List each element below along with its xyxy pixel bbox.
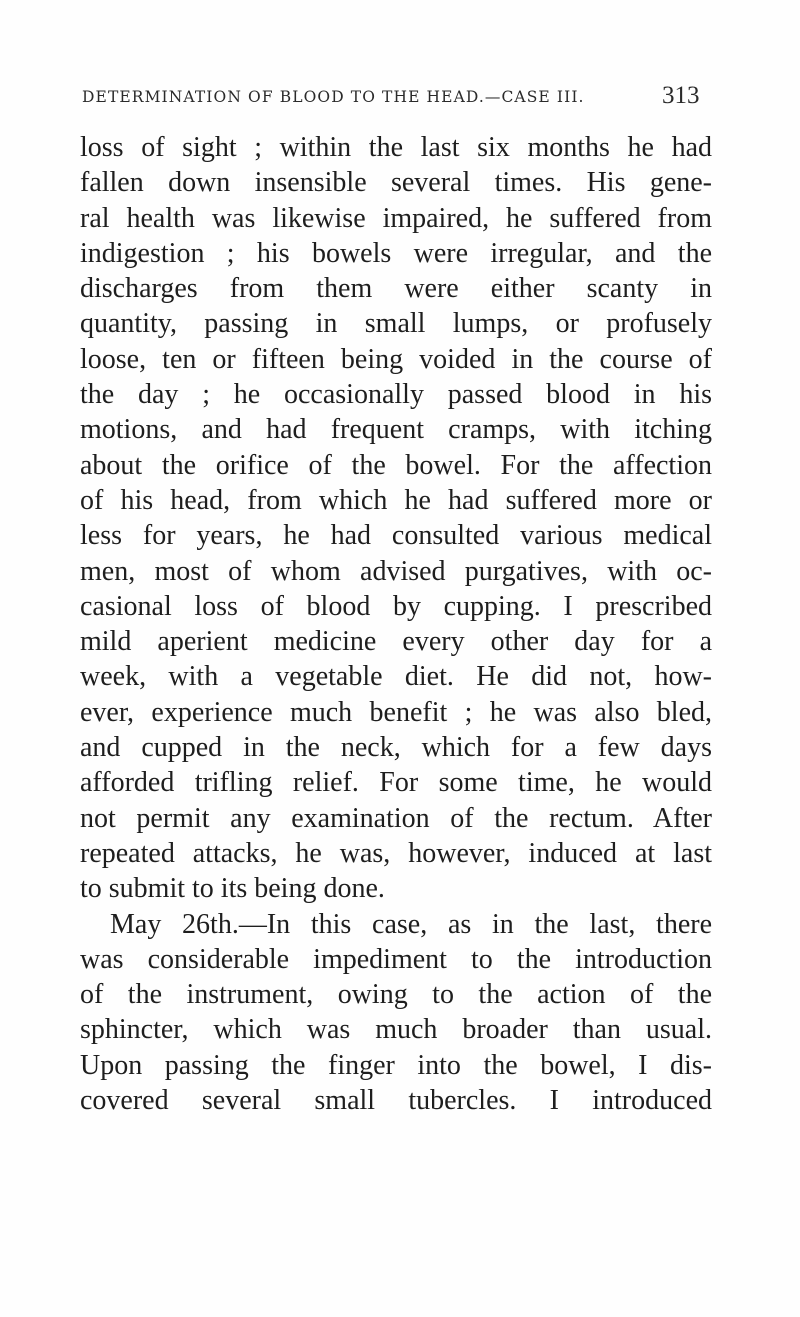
text-line-paragraph-start: May 26th.—In this case, as in the last, there [110,908,712,940]
text-line: Upon passing the finger into the bowel, I dis- [80,1049,712,1081]
text-line: week, with a vegetable diet. He did not, how- [80,661,712,693]
text-line: discharges from them were either scanty in [80,273,712,305]
text-line: men, most of whom advised purgatives, with oc- [80,555,712,587]
text-line: fallen down insensible several times. His gene- [80,167,712,199]
text-line: casional loss of blood by cupping. I prescribed [80,590,712,622]
text-line-paragraph-end: to submit to its being done. [80,873,385,905]
body-text [80,130,712,1118]
text-line: covered several small tubercles. I introduced [80,1085,712,1117]
text-line: afforded trifling relief. For some time, he would [80,767,712,799]
text-line: the day ; he occasionally passed blood in his [80,379,712,411]
text-line: sphincter, which was much broader than usual. [80,1014,712,1046]
text-line: repeated attacks, he was, however, induced at last [80,837,712,869]
text-line: not permit any examination of the rectum. After [80,802,712,834]
text-line: mild aperient medicine every other day for a [80,626,712,658]
text-line: was considerable impediment to the introduction [80,943,712,975]
text-line: ever, experience much benefit ; he was also bled, [80,696,712,728]
text-line: of his head, from which he had suffered more or [80,484,712,516]
text-line: and cupped in the neck, which for a few days [80,732,712,764]
page-number: 313 [662,82,700,109]
text-line: loss of sight ; within the last six months he had [80,132,712,163]
text-line: loose, ten or fifteen being voided in the course of [80,343,712,375]
text-line: motions, and had frequent cramps, with itching [80,414,712,446]
text-line: indigestion ; his bowels were irregular, and the [80,237,712,269]
text-line: quantity, passing in small lumps, or profusely [80,308,712,340]
text-line: of the instrument, owing to the action of the [80,979,712,1011]
running-head: DETERMINATION OF BLOOD TO THE HEAD.—CASE III. [82,88,585,106]
text-line: less for years, he had consulted various medical [80,520,712,552]
text-line: about the orifice of the bowel. For the affection [80,449,712,481]
text-line: ral health was likewise impaired, he suffered from [80,202,712,234]
